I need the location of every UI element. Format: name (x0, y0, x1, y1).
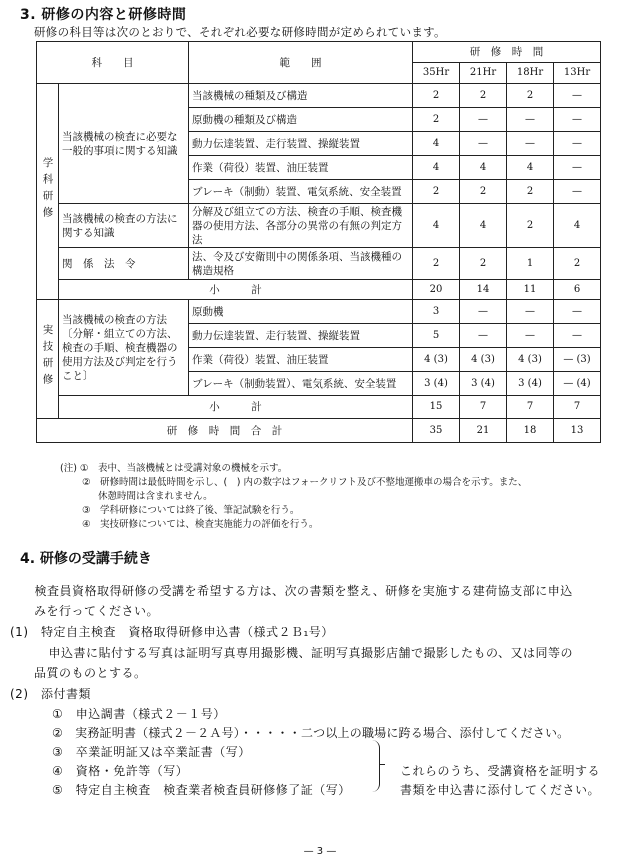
hour-col-21: 21Hr (460, 63, 507, 84)
scope-cell: 動力伝達装置、走行装置、操縦装置 (189, 132, 413, 156)
note-line: ④ 実技研修については、検査実施能力の評価を行う。 (60, 519, 319, 530)
table-notes (60, 462, 527, 532)
hours-cell: 4 (3) (460, 348, 507, 372)
hours-cell: 1 (507, 248, 554, 280)
scope-cell: 原動機の種類及び構造 (189, 108, 413, 132)
academic-subject-2: 当該機械の検査の方法に関する知識 (59, 204, 189, 248)
hours-cell: — (460, 108, 507, 132)
academic-subtotal-label: 小 計 (59, 280, 413, 300)
hours-cell: — (554, 84, 601, 108)
brace-tip (379, 764, 385, 765)
hours-cell: 15 (413, 396, 460, 419)
hours-cell: 7 (507, 396, 554, 419)
header-subject: 科 目 (37, 42, 189, 84)
hour-col-35: 35Hr (413, 63, 460, 84)
hours-cell: 4 (413, 156, 460, 180)
header-scope: 範 囲 (189, 42, 413, 84)
academic-subject-3: 関 係 法 令 (59, 248, 189, 280)
scope-cell: 作業（荷役）装置、油圧装置 (189, 348, 413, 372)
hours-cell: 2 (507, 84, 554, 108)
practical-label-cell (37, 300, 59, 419)
scope-cell: ブレーキ（制動）装置、電気系統、安全装置 (189, 180, 413, 204)
hours-cell: — (554, 180, 601, 204)
item-1-body-cont: 品質のものとする。 (34, 666, 147, 680)
section-3-heading: 3. 研修の内容と研修時間 (20, 7, 187, 23)
hours-cell: 5 (413, 324, 460, 348)
hours-cell: 4 (460, 204, 507, 248)
scope-cell: 原動機 (189, 300, 413, 324)
hours-cell: 2 (460, 248, 507, 280)
hours-cell: 18 (507, 419, 554, 443)
note-line: (注) ① 表中、当該機械とは受講対象の機械を示す。 (60, 463, 288, 474)
section-4-para-cont: みを行ってください。 (34, 604, 160, 618)
scope-cell: 分解及び組立ての方法、検査の手順、検査機器の使用方法、各部分の異常の有無の判定方法 (189, 204, 413, 248)
hours-cell: 3 (4) (413, 372, 460, 396)
item-1-title: (1) 特定自主検査 資格取得研修申込書（様式２Ｂ₁号） (10, 625, 334, 639)
section-4-para: 検査員資格取得研修の受講を希望する方は、次の書類を整え、研修を実施する建荷協支部に申込 (22, 584, 573, 598)
hours-cell: 4 (3) (413, 348, 460, 372)
hours-cell: — (554, 132, 601, 156)
doc-item: ③ 卒業証明証又は卒業証書（写） (52, 745, 251, 759)
hours-cell: 7 (460, 396, 507, 419)
hours-cell: 14 (460, 280, 507, 300)
section-4-heading: 4. 研修の受講手続き (20, 551, 152, 567)
hours-cell: 4 (413, 132, 460, 156)
practical-subtotal-label: 小 計 (59, 396, 413, 419)
hours-cell: — (507, 324, 554, 348)
hours-cell: 2 (413, 108, 460, 132)
hours-cell: 13 (554, 419, 601, 443)
hours-cell: — (507, 132, 554, 156)
hours-cell: 4 (507, 156, 554, 180)
hours-cell: 2 (554, 248, 601, 280)
hours-cell: — (554, 300, 601, 324)
header-hours: 研 修 時 間 (413, 42, 601, 63)
hours-cell: — (460, 132, 507, 156)
brace-note-line-1: これらのうち、受講資格を証明する (400, 764, 601, 778)
hours-cell: — (3) (554, 348, 601, 372)
hours-cell: 11 (507, 280, 554, 300)
hours-cell: 4 (460, 156, 507, 180)
hours-cell: 20 (413, 280, 460, 300)
hours-cell: — (460, 300, 507, 324)
hours-cell: 2 (460, 180, 507, 204)
hours-cell: 21 (460, 419, 507, 443)
training-hours-table (36, 41, 601, 443)
hours-cell: 7 (554, 396, 601, 419)
hours-cell: 4 (554, 204, 601, 248)
hours-cell: 3 (4) (460, 372, 507, 396)
hour-col-13: 13Hr (554, 63, 601, 84)
hours-cell: 2 (413, 248, 460, 280)
brace-note-line-2: 書類を申込書に添付してください。 (400, 783, 601, 797)
academic-subject-1: 当該機械の検査に必要な一般的事項に関する知識 (59, 84, 189, 204)
academic-label: 学科研修 (41, 156, 54, 223)
practical-label: 実技研修 (41, 324, 54, 390)
item-2-title: (2) 添付書類 (10, 687, 91, 701)
hours-cell: — (554, 108, 601, 132)
hours-cell: 3 (4) (507, 372, 554, 396)
hours-cell: 2 (507, 204, 554, 248)
doc-item: ④ 資格・免許等（写） (52, 764, 189, 778)
note-line: ② 研修時間は最低時間を示し、( ) 内の数字はフォークリフト及び不整地運搬車の場合を示す。また、 (60, 477, 528, 488)
brace-bracket (371, 740, 380, 792)
total-label: 研 修 時 間 合 計 (37, 419, 413, 443)
scope-cell: 当該機械の種類及び構造 (189, 84, 413, 108)
scope-cell: ブレーキ（制動装置）、電気系統、安全装置 (189, 372, 413, 396)
page-number: — 3 — (303, 846, 337, 857)
scope-cell: 法、令及び安衛則中の関係条項、当該機種の構造規格 (189, 248, 413, 280)
hours-cell: — (4) (554, 372, 601, 396)
hours-cell: 2 (413, 180, 460, 204)
item-1-body: 申込書に貼付する写真は証明写真専用撮影機、証明写真撮影店舗で撮影したもの、又は同等の (36, 646, 574, 660)
hours-cell: — (554, 324, 601, 348)
hours-cell: — (460, 324, 507, 348)
hours-cell: 4 (413, 204, 460, 248)
academic-label-cell (37, 84, 59, 300)
doc-item: ② 実務証明書（様式２－２Ａ号）・・・・・二つ以上の職場に跨る場合、添付してください。 (52, 726, 570, 740)
hours-cell: — (507, 108, 554, 132)
hours-cell: 2 (507, 180, 554, 204)
hours-cell: 2 (413, 84, 460, 108)
note-line: 休憩時間は含まれません。 (60, 491, 213, 502)
scope-cell: 作業（荷役）装置、油圧装置 (189, 156, 413, 180)
hours-cell: — (507, 300, 554, 324)
doc-item: ① 申込調書（様式２－１号） (52, 707, 226, 721)
practical-subject: 当該機械の検査の方法〔分解・組立ての方法、検査の手順、検査機器の使用方法及び判定を行うこと〕 (59, 300, 189, 396)
hours-cell: 6 (554, 280, 601, 300)
hours-cell: 3 (413, 300, 460, 324)
note-line: ③ 学科研修については終了後、筆記試験を行う。 (60, 505, 300, 516)
hours-cell: 2 (460, 84, 507, 108)
hours-cell: 35 (413, 419, 460, 443)
hours-cell: — (554, 156, 601, 180)
hours-cell: 4 (3) (507, 348, 554, 372)
doc-item: ⑤ 特定自主検査 検査業者検査員研修修了証（写） (52, 783, 351, 797)
section-3-intro: 研修の科目等は次のとおりで、それぞれ必要な研修時間が定められています。 (34, 25, 446, 39)
hour-col-18: 18Hr (507, 63, 554, 84)
scope-cell: 動力伝達装置、走行装置、操縦装置 (189, 324, 413, 348)
